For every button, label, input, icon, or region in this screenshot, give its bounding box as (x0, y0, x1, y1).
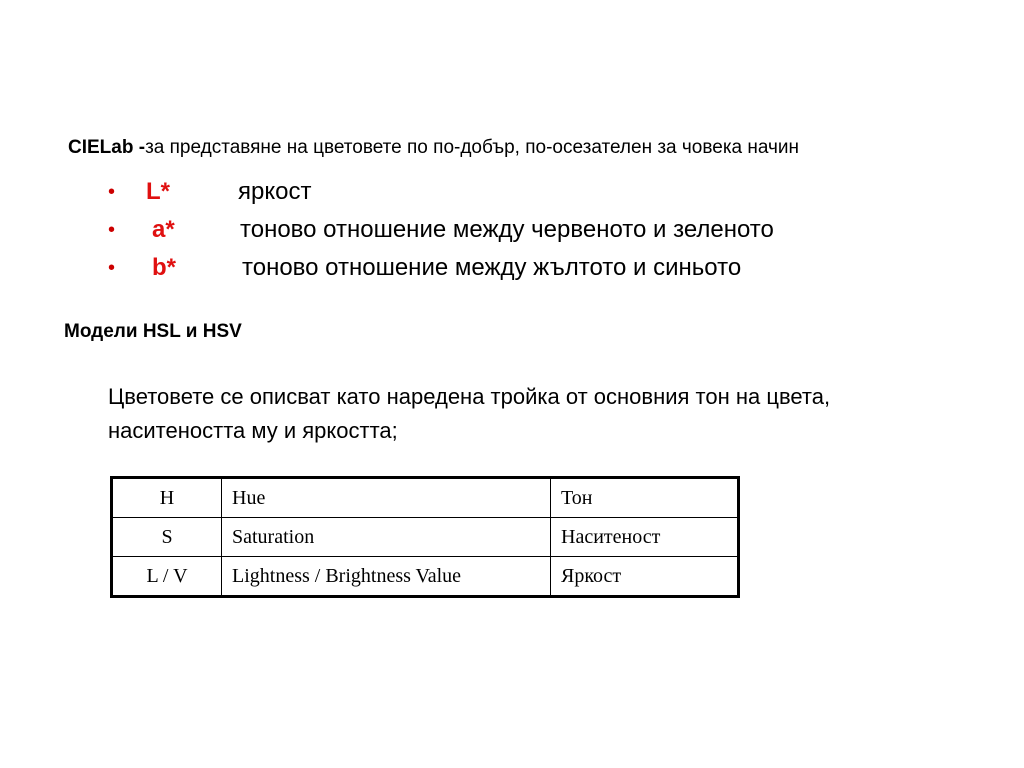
hsl-components-table (110, 476, 740, 598)
table-cell-bulgarian: Наситеност (551, 518, 739, 557)
cielab-definition (68, 136, 799, 160)
component-symbol: L* (146, 178, 170, 205)
table-cell-english: Hue (222, 478, 551, 518)
section-paragraph: Цветовете се описват като наредена тройка от основния тон на цвета, наситеността му и яркостта; (108, 384, 831, 443)
bullet-marker: • (108, 219, 116, 241)
section-title: Модели HSL и HSV (64, 321, 242, 342)
component-description: тоново отношение между червеното и зеленото (240, 216, 774, 243)
table-cell-abbrev: H (112, 478, 222, 518)
table-cell-bulgarian: Тон (551, 478, 739, 518)
cielab-label: CIELab - (68, 137, 146, 158)
bullet-marker: • (108, 257, 116, 279)
table-cell-english: Saturation (222, 518, 551, 557)
table-cell-bulgarian: Яркост (551, 557, 739, 597)
table-row (112, 518, 739, 557)
table-cell-abbrev: L / V (112, 557, 222, 597)
table-row (112, 478, 739, 518)
table-cell-english: Lightness / Brightness Value (222, 557, 551, 597)
bullet-marker: • (108, 181, 116, 203)
component-symbol: a* (152, 216, 175, 243)
component-description: тоново отношение между жълтото и синьото (242, 254, 742, 281)
cielab-description: за представяне на цветовете по по-добър, по-осезателен за човека начин (145, 137, 800, 158)
table-row (112, 557, 739, 597)
table-cell-abbrev: S (112, 518, 222, 557)
component-description: яркост (238, 178, 312, 205)
component-symbol: b* (152, 254, 176, 281)
